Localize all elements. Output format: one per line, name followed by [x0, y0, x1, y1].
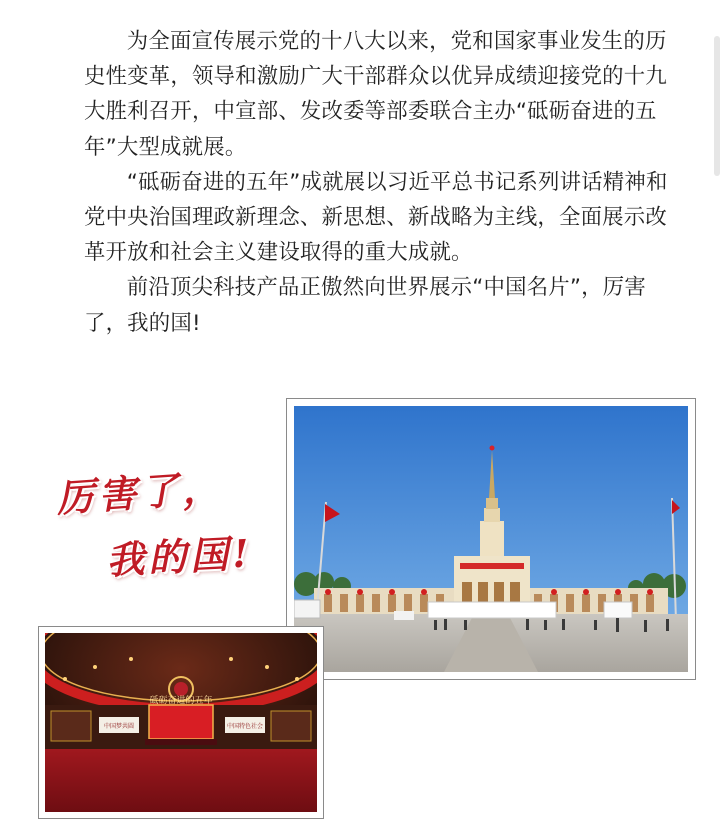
center-screen: [149, 705, 213, 739]
red-carpet: [45, 749, 317, 812]
side-label-left: 中国梦共圆: [103, 723, 135, 730]
exhibition-hall-photo: [45, 633, 317, 812]
article-paragraph-2: “砥砺奋进的五年”成就展以习近平总书记系列讲话精神和党中央治国理政新理念、新思想、新战略为主线，全面展示改革开放和社会主义建设取得的重大成就。: [84, 169, 668, 266]
exhibition-center-photo-frame: [286, 398, 696, 680]
exhibition-hall-photo-frame: [38, 626, 324, 819]
article-body: [84, 24, 670, 341]
slogan-calligraphy: [48, 456, 288, 596]
slogan-line-2: 我的国!: [105, 530, 254, 583]
slogan-line-1: 厉害了，: [54, 464, 226, 521]
page-scroll-indicator: [714, 36, 720, 176]
article-paragraph-3: 前沿顶尖科技产品正傲然向世界展示“中国名片”，厉害了，我的国!: [84, 275, 646, 336]
exhibition-center-photo: [294, 406, 688, 672]
side-label-right: 中国特色社会: [226, 723, 264, 730]
screen-title: 砥砺奋进的五年: [149, 696, 213, 706]
banner: [460, 563, 524, 569]
article-paragraph-1: 为全面宣传展示党的十八大以来，党和国家事业发生的历史性变革，领导和激励广大干部群众以优异成绩迎接党的十九大胜利召开，中宣部、发改委等部委联合主办“砥砺奋进的五年”大型成就展。: [84, 29, 667, 160]
